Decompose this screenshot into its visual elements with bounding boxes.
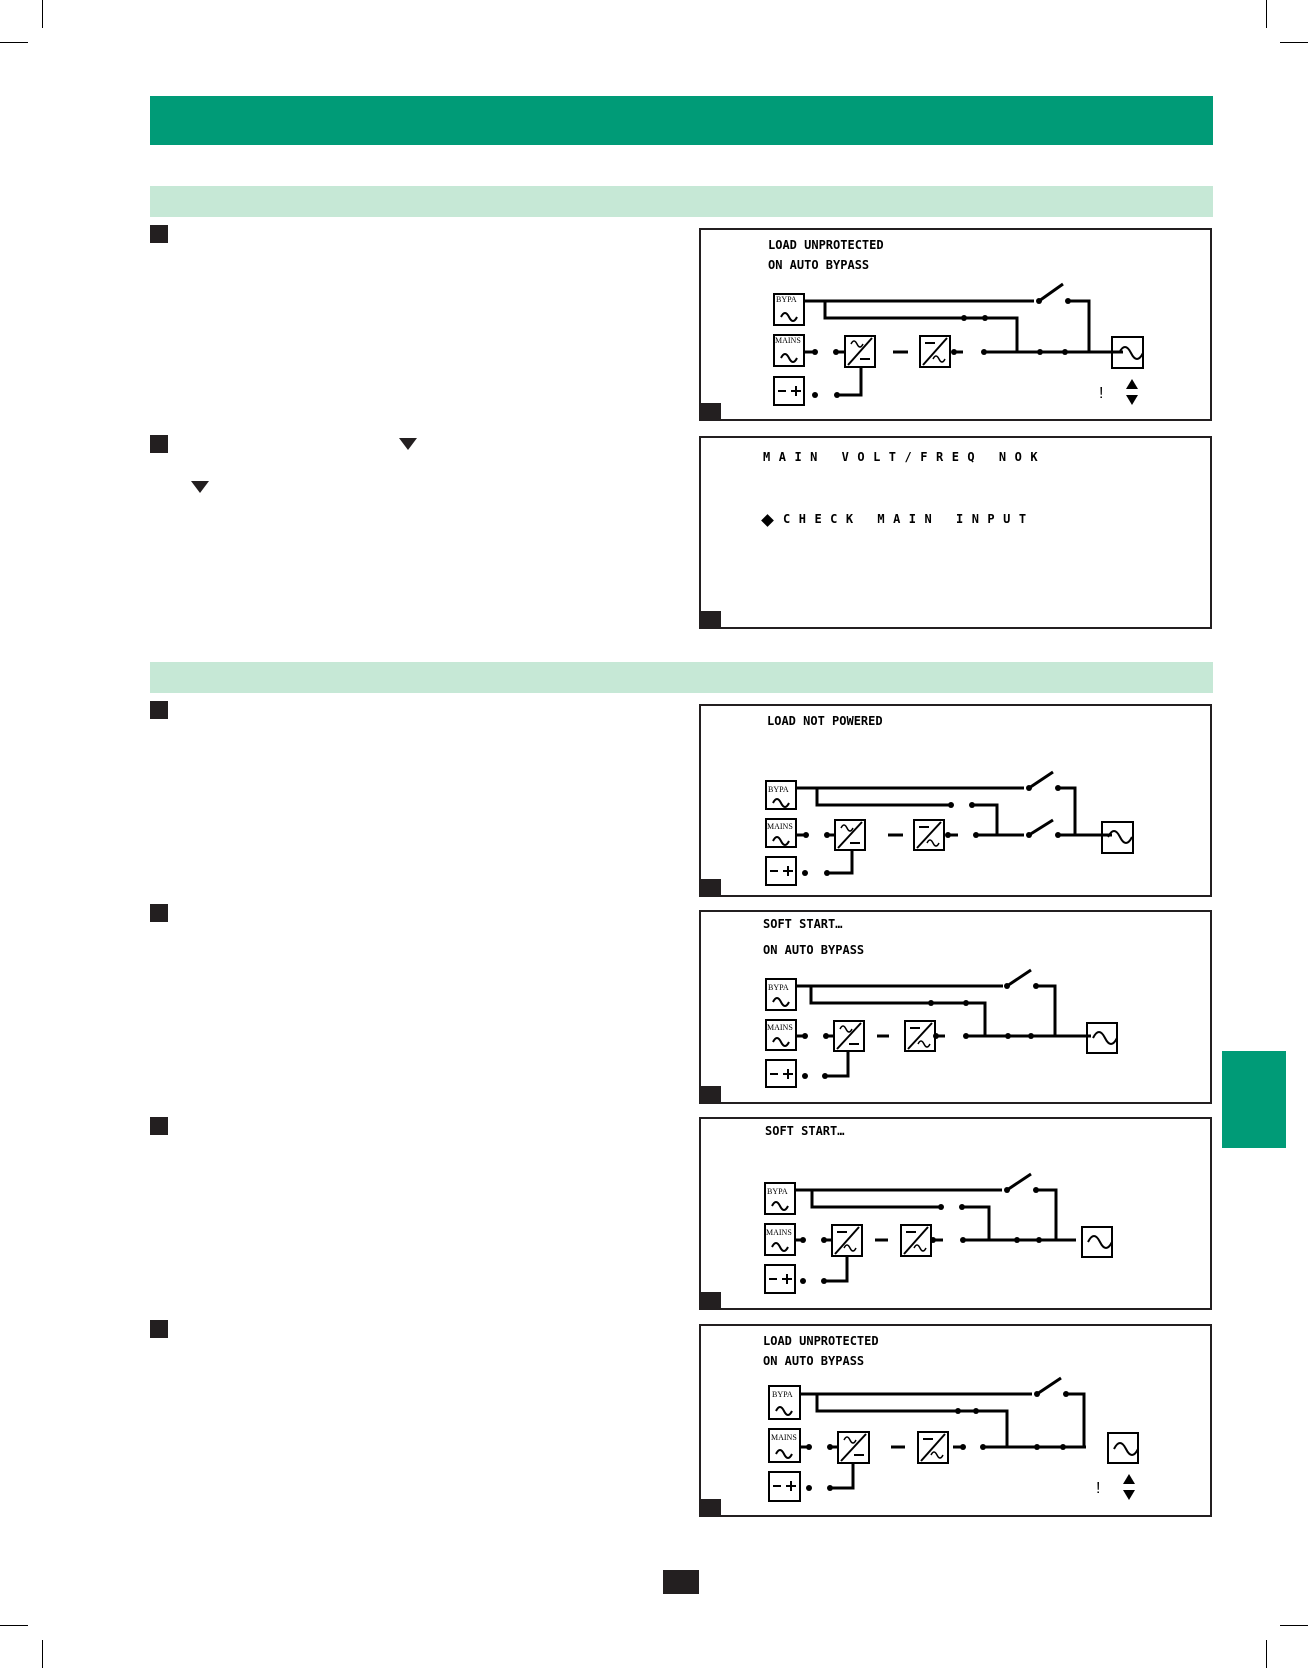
square-bullet-icon: [150, 904, 168, 922]
status-line: LOAD UNPROTECTED: [768, 238, 884, 252]
svg-text:MAINS: MAINS: [766, 1228, 792, 1237]
svg-text:BYPA: BYPA: [776, 295, 797, 304]
down-arrow-icon: [191, 481, 209, 493]
alarm-message: MAIN VOLT/FREQ NOK: [763, 450, 1047, 464]
square-bullet-icon: [150, 1320, 168, 1338]
svg-text:MAINS: MAINS: [767, 822, 793, 831]
crop-mark: [1280, 1625, 1308, 1626]
mimic-diagram: [701, 1119, 1210, 1308]
diamond-bullet-icon: [761, 514, 774, 527]
mimic-diagram: [701, 912, 1210, 1102]
crop-mark: [1280, 42, 1308, 43]
down-arrow-icon: [399, 438, 417, 450]
panel-corner: [701, 879, 721, 895]
svg-text:BYPA: BYPA: [768, 983, 789, 992]
page-number-box: [663, 1570, 699, 1594]
square-bullet-icon: [150, 701, 168, 719]
status-line: SOFT START…: [765, 1124, 845, 1138]
section-bar: [150, 186, 1213, 217]
svg-text:BYPA: BYPA: [772, 1390, 793, 1399]
square-bullet-icon: [150, 435, 168, 453]
lcd-panel: [699, 1324, 1212, 1517]
panel-corner: [701, 1499, 721, 1515]
crop-mark: [42, 1640, 43, 1668]
alarm-indicator: !: [1096, 1480, 1101, 1497]
lcd-panel: [699, 1117, 1212, 1310]
header-bar: [150, 96, 1213, 145]
lcd-panel: [699, 910, 1212, 1104]
svg-text:MAINS: MAINS: [775, 336, 801, 345]
status-line: SOFT START…: [763, 917, 843, 931]
crop-mark: [0, 1625, 28, 1626]
status-line: ON AUTO BYPASS: [763, 1354, 865, 1368]
lcd-panel: [699, 436, 1212, 629]
panel-corner: [701, 403, 721, 419]
square-bullet-icon: [150, 225, 168, 243]
panel-corner: [701, 1292, 721, 1308]
mimic-diagram: [701, 1326, 1210, 1515]
svg-text:MAINS: MAINS: [767, 1023, 793, 1032]
lcd-panel: [699, 704, 1212, 897]
alarm-indicator: !: [1099, 385, 1104, 402]
panel-corner: [701, 611, 721, 627]
status-line: LOAD UNPROTECTED: [763, 1334, 879, 1348]
status-line: ON AUTO BYPASS: [763, 943, 865, 957]
svg-text:MAINS: MAINS: [771, 1433, 797, 1442]
svg-text:BYPA: BYPA: [768, 785, 789, 794]
lcd-panel: [699, 228, 1212, 421]
mimic-diagram: [701, 706, 1210, 895]
action-message: CHECK MAIN INPUT: [783, 512, 1035, 526]
status-line: ON AUTO BYPASS: [768, 258, 870, 272]
status-line: LOAD NOT POWERED: [767, 714, 883, 728]
crop-mark: [1266, 0, 1267, 28]
svg-text:BYPA: BYPA: [767, 1187, 788, 1196]
crop-mark: [1266, 1640, 1267, 1668]
mimic-diagram: [701, 230, 1210, 419]
side-tab: [1222, 1051, 1286, 1148]
panel-corner: [701, 1086, 721, 1102]
section-bar: [150, 662, 1213, 693]
crop-mark: [0, 42, 28, 43]
crop-mark: [42, 0, 43, 28]
square-bullet-icon: [150, 1117, 168, 1135]
